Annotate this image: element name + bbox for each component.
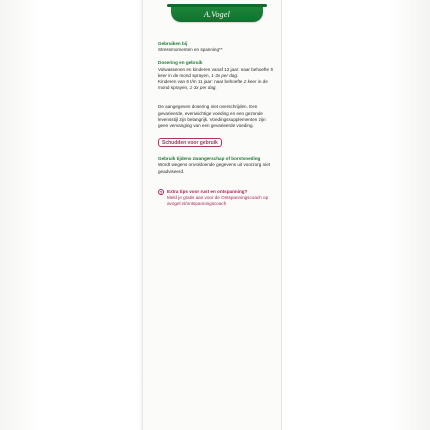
dosage-adults-frequency: 1-3x per dag. [211, 72, 239, 78]
pregnancy-heading: Gebruik tijdens zwangerschap of borstvoeding [158, 156, 261, 162]
tips-section [158, 189, 276, 208]
pregnancy-section [158, 156, 276, 175]
usage-section [158, 41, 276, 53]
shake-before-use-badge: Schudden voor gebruik [158, 138, 222, 147]
dosage-adults-text-1: Volwassenen en kinderen vanaf 12 jaar: naar behoefte [158, 66, 271, 72]
notice-section [158, 104, 276, 129]
usage-text: Stressmomenten en spanning** [158, 47, 223, 53]
label-content [158, 41, 276, 207]
dosage-children [158, 79, 276, 91]
tips-text: Meld je gratis aan voor de Ontspanningscoach op avogel.nl/ontspanningscoach [167, 195, 269, 207]
dosage-children-text-1: Kinderen van 6 t/m 11 jaar: naar behoefte [158, 79, 244, 85]
dosage-heading: Dosering en gebruik [158, 60, 203, 66]
dosage-children-count: 2 keer [243, 79, 257, 85]
dosage-adults-text-2: in de mond sprayen, [166, 72, 212, 78]
tips-body [167, 189, 276, 208]
usage-heading: Gebruiken bij [158, 41, 188, 46]
brand-logo [171, 4, 263, 22]
dosage-section [158, 60, 276, 91]
dosage-adults-count: 5 keer [158, 66, 273, 78]
tips-heading: Extra tips voor rust en ontspanning? [167, 188, 248, 194]
dosage-children-frequency: 1-3x per dag. [189, 85, 217, 91]
notice-text: De aangegeven dosering niet overschrijden. Een gevarieerde, evenwichtige voeding en een gezonde levensstijl zijn belangrijk. Voedingssupplementen zijn geen vervanging van een gevarieerde voeding. [158, 104, 266, 129]
question-circle-icon: ? [159, 190, 163, 196]
dosage-children-text-2: in de mond sprayen, [158, 79, 268, 91]
dosage-adults [158, 67, 276, 79]
pregnancy-text: Wordt wegens onvoldoende gegevens uit voorzorg niet geadviseerd. [158, 162, 271, 174]
brand-logo-text: A.Vogel [203, 9, 231, 19]
